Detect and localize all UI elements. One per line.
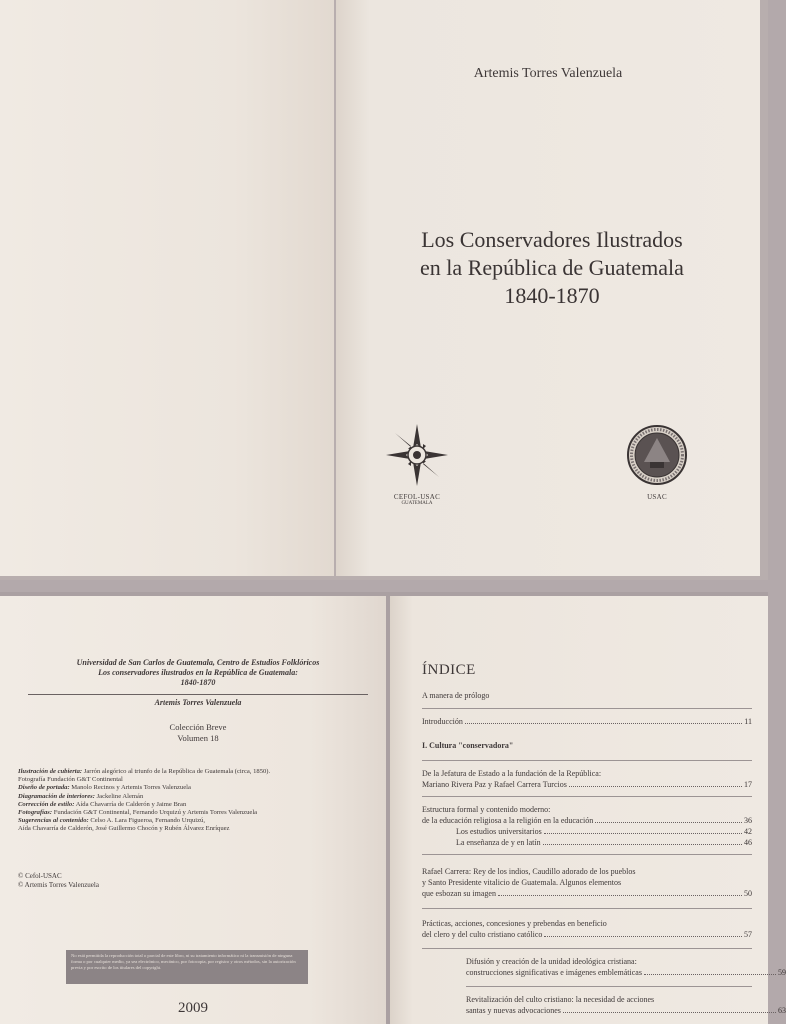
toc-entry: De la Jefatura de Estado a la fundación de la República: Mariano Rivera Paz y Rafael Carrera Turcios 17 [422,769,752,789]
imprint-header-line-3: 1840-1870 [180,678,216,687]
credit-line: Aída Chavarría de Calderón, José Guillermo Chocón y Rubén Álvarez Enríquez [18,825,230,833]
credit-line: Ilustración de cubierta: Jarrón alegórico al triunfo de la República de Guatemala (circa, 1850). [18,768,271,775]
imprint-header [28,658,368,688]
toc-divider [422,760,752,761]
blank-left-page [0,0,334,576]
credit-line: Diseño de portada: Manolo Recinos y Artemis Torres Valenzuela [18,784,191,792]
book-title-line-1: Los Conservadores Ilustrados [421,227,683,252]
collection-name: Colección Breve [169,722,227,732]
index-page [390,596,786,1024]
toc-chapter-heading: I. Cultura "conservadora" [422,741,514,750]
toc-divider [422,908,752,909]
toc-entry: Revitalización del culto cristiano: la necesidad de acciones santas y nuevas advocaciones 63 [466,995,786,1015]
usac-logo [622,424,692,501]
imprint-header-line-2: Los conservadores ilustrados en la República de Guatemala: [98,668,298,677]
imprint-page [0,596,386,1024]
cefol-subcaption: GUATEMALA [401,501,433,506]
publication-year: 2009 [178,1000,208,1016]
credit-line: Fotografías: Fundación G&T Continental, Fernando Urquizú y Artemis Torres Valenzuela [18,809,258,817]
book-title-line-2: en la República de Guatemala [420,255,684,280]
cefol-caption: CEFOL-USAC [393,493,441,501]
copyright-line: © Artemis Torres Valenzuela [18,881,99,889]
imprint-header-line-1: Universidad de San Carlos de Guatemala, Centro de Estudios Folklóricos [76,658,320,667]
copyright-block [18,872,99,890]
imprint-author: Artemis Torres Valenzuela [154,698,242,707]
usac-caption: USAC [647,493,667,501]
index-heading: ÍNDICE [422,662,476,678]
legal-notice: No está permitida la reproducción total o parcial de este libro, ni su tratamiento informático ni la transmisión de ninguna forma o por cualquier medio, ya sea electrónico, mecánico, por fotocopia, por registro y otros métodos, sin la autorización previa y por escrito de los titulares del copyright. [66,950,308,984]
copyright-line: © Cefol-USAC [18,872,62,880]
toc-entry: Difusión y creación de la unidad ideológica cristiana: construcciones significativas e imágenes emblemáticas 59 [466,957,786,977]
imprint-divider [28,694,368,695]
title-page-author: Artemis Torres Valenzuela [473,66,623,81]
credit-line: Sugerencias al contenido: Celso A. Lara Figueroa, Fernando Urquizú, [18,817,205,825]
toc-entry: Prácticas, acciones, concesiones y prebendas en beneficio del clero y del culto cristiano católico 57 [422,919,752,939]
sun-emblem-icon [386,424,448,486]
collection-volume: Volumen 18 [177,733,219,743]
toc-divider [422,948,752,949]
credit-line: Fotografía Fundación G&T Continental [18,776,123,784]
toc-entry: Introducción 11 [422,717,752,726]
credit-line: Corrección de estilo: Aída Chavarría de Calderón y Jaime Bran [18,800,187,808]
collection-info [28,722,368,744]
book-title [336,226,760,310]
toc-divider [422,708,752,709]
cefol-logo [382,424,452,506]
toc-divider [422,796,752,797]
university-seal-icon [626,424,688,486]
toc-divider [422,854,752,855]
toc-entry: Rafael Carrera: Rey de los indios, Caudillo adorado de los pueblos y Santo Presidente vitalicio de Guatemala. Algunos elementos que esbozan su imagen 50 [422,867,752,898]
credit-line: Diagramación de interiores: Jackeline Alemán [18,792,144,800]
book-title-line-3: 1840-1870 [504,283,600,308]
title-page [336,0,760,576]
credits-block [18,768,378,834]
toc-divider [466,986,752,987]
toc-entry: Estructura formal y contenido moderno: de la educación religiosa a la religión en la educación 36 Los estudios universitarios 42 La enseñanza de y en latín 46 [422,805,752,847]
toc-prologue: A manera de prólogo [422,691,490,700]
